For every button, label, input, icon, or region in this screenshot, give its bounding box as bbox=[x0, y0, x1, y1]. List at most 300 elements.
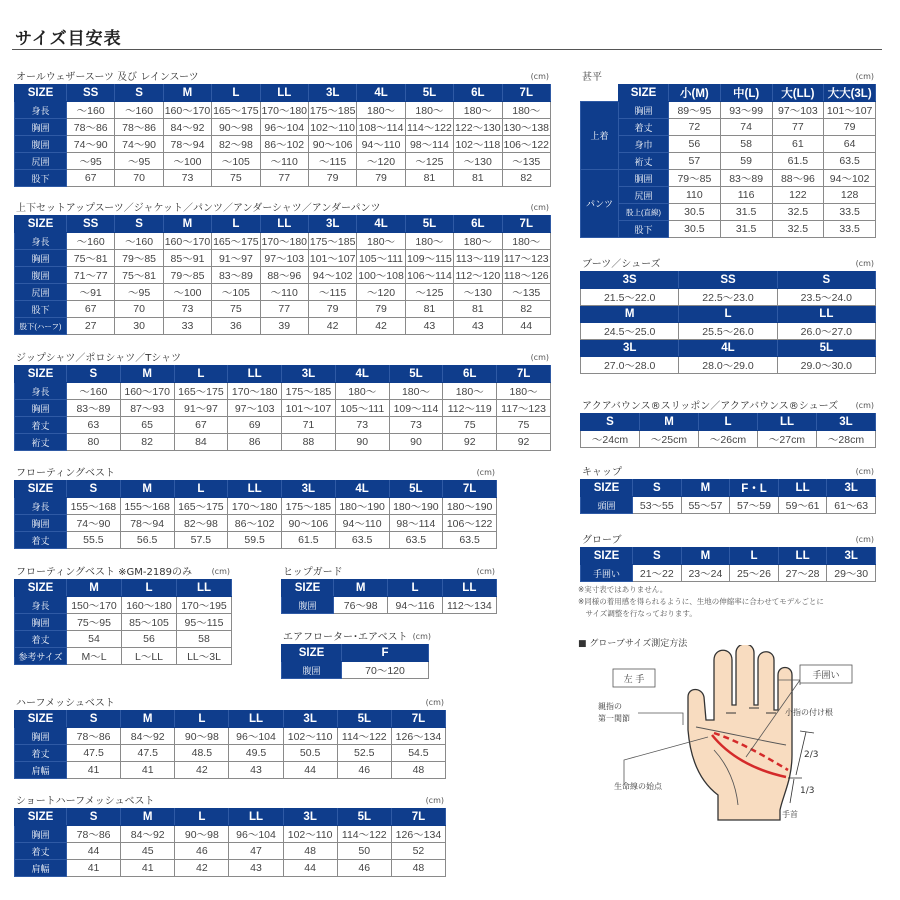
table-cell: LL～3L bbox=[177, 648, 232, 665]
size-column-header: S bbox=[67, 711, 121, 728]
row-label: 股上(直線) bbox=[619, 204, 669, 221]
table-cell: 79 bbox=[308, 301, 356, 318]
size-column-header: LL bbox=[758, 414, 817, 431]
table-cell: 165～175 bbox=[212, 233, 260, 250]
table-cell: 77 bbox=[260, 170, 308, 187]
table-cell: 114～122 bbox=[405, 119, 453, 136]
table-cell: 59.5 bbox=[228, 532, 282, 549]
size-column-header: L bbox=[174, 366, 228, 383]
table-cell: 23～24 bbox=[681, 565, 730, 582]
table-cell: 180～ bbox=[443, 383, 497, 400]
size-column-header: 7L bbox=[443, 481, 497, 498]
table-cell: 90～106 bbox=[282, 515, 336, 532]
section-title: アクアバウンス®スリッポン／アクアバウンス®シューズ bbox=[582, 401, 839, 412]
table-cell: 90～98 bbox=[175, 728, 229, 745]
section-title: キャップ bbox=[582, 467, 622, 478]
table-cell: 82～98 bbox=[174, 515, 228, 532]
table-cell: 25～26 bbox=[730, 565, 779, 582]
table-cell: 33.5 bbox=[824, 221, 876, 238]
row-label: 着丈 bbox=[15, 417, 67, 434]
table-row bbox=[15, 284, 551, 301]
header-row bbox=[581, 414, 876, 431]
page-title: サイズ目安表 bbox=[15, 29, 122, 49]
size-column-header: S bbox=[633, 480, 682, 497]
table-row bbox=[15, 400, 551, 417]
table-cell: 57 bbox=[669, 153, 721, 170]
size-column-header: L bbox=[699, 414, 758, 431]
unit-label: (cm) bbox=[855, 535, 874, 544]
table-cell: 48 bbox=[391, 762, 445, 779]
table-cell: 69 bbox=[228, 417, 282, 434]
table-cell: 43 bbox=[454, 318, 502, 335]
table-cell: 112～134 bbox=[442, 597, 496, 614]
table-cell: ～135 bbox=[502, 284, 550, 301]
table-cell: 175～185 bbox=[282, 383, 336, 400]
table-cell: 70 bbox=[115, 170, 163, 187]
size-column-header: 5L bbox=[777, 340, 875, 357]
size-column-header: 5L bbox=[389, 366, 443, 383]
table-cell: 102～118 bbox=[454, 136, 502, 153]
table-cell: 126～134 bbox=[391, 728, 445, 745]
table-cell: ～115 bbox=[308, 284, 356, 301]
table-row bbox=[581, 170, 876, 187]
table-cell: 42 bbox=[175, 860, 229, 877]
table-cell: 81 bbox=[405, 170, 453, 187]
size-column-header: L bbox=[388, 580, 442, 597]
table-cell: 26.0～27.0 bbox=[777, 323, 875, 340]
row-label: 参考サイズ bbox=[15, 648, 67, 665]
table-cell: 165～175 bbox=[174, 498, 228, 515]
table-row bbox=[581, 289, 876, 306]
table-cell: 75 bbox=[212, 301, 260, 318]
table-cell: 43 bbox=[229, 762, 283, 779]
table-cell: ～95 bbox=[67, 153, 115, 170]
table-cell: 28.0～29.0 bbox=[679, 357, 777, 374]
size-column-header: 7L bbox=[502, 216, 550, 233]
unit-label: (cm) bbox=[425, 698, 444, 707]
size-header-cell: SIZE bbox=[282, 580, 334, 597]
table-cell: 97～103 bbox=[228, 400, 282, 417]
size-column-header: 3L bbox=[308, 85, 356, 102]
section-title: ヒップガード bbox=[283, 567, 343, 578]
row-label: 胴囲 bbox=[619, 170, 669, 187]
table-cell: 110 bbox=[669, 187, 721, 204]
table-cell: 48 bbox=[391, 860, 445, 877]
header-row bbox=[15, 809, 446, 826]
glove-section bbox=[580, 531, 876, 582]
table-cell: ～95 bbox=[115, 284, 163, 301]
row-label: 着丈 bbox=[15, 631, 67, 648]
table-cell: 31.5 bbox=[720, 204, 772, 221]
table-row bbox=[15, 843, 446, 860]
table-cell: 160～180 bbox=[122, 597, 177, 614]
table-cell: 72 bbox=[669, 119, 721, 136]
table-cell: 45 bbox=[121, 843, 175, 860]
hand-circ-label: 手囲い bbox=[812, 671, 840, 681]
table-row bbox=[15, 318, 551, 335]
table-cell: 109～115 bbox=[405, 250, 453, 267]
table-cell: 91～97 bbox=[212, 250, 260, 267]
unit-label: (cm) bbox=[855, 72, 874, 81]
size-column-header: SS bbox=[67, 85, 115, 102]
table-cell: ～160 bbox=[115, 102, 163, 119]
table-cell: 180～ bbox=[405, 233, 453, 250]
table-cell: ～28cm bbox=[817, 431, 876, 448]
size-column-header: 5L bbox=[405, 85, 453, 102]
zip-shirts-section bbox=[14, 349, 551, 451]
table-cell: 92 bbox=[443, 434, 497, 451]
cap-table bbox=[580, 479, 876, 514]
glove-notes bbox=[578, 584, 824, 620]
table-cell: 46 bbox=[337, 762, 391, 779]
unit-label: (cm) bbox=[855, 401, 874, 410]
table-cell: 75～95 bbox=[67, 614, 122, 631]
boots-section bbox=[580, 255, 876, 374]
table-cell: 55～57 bbox=[681, 497, 730, 514]
table-cell: 63.5 bbox=[443, 532, 497, 549]
table-cell: 82 bbox=[502, 301, 550, 318]
size-column-header: L bbox=[175, 711, 229, 728]
table-cell: ～110 bbox=[260, 284, 308, 301]
table-cell: ～120 bbox=[357, 284, 405, 301]
header-row bbox=[282, 645, 429, 662]
row-label: 胸囲 bbox=[15, 250, 67, 267]
table-cell: 71～77 bbox=[67, 267, 115, 284]
lifeline-start-label: 生命線の始点 bbox=[614, 782, 662, 791]
table-row bbox=[581, 497, 876, 514]
row-label: 胸囲 bbox=[15, 826, 67, 843]
row-label: 尻囲 bbox=[619, 187, 669, 204]
one-third-label: 1/3 bbox=[800, 786, 815, 796]
glove-table bbox=[580, 547, 876, 582]
table-cell: 180～ bbox=[357, 233, 405, 250]
table-row bbox=[581, 357, 876, 374]
table-cell: 94～102 bbox=[308, 267, 356, 284]
size-column-header: F bbox=[342, 645, 429, 662]
table-cell: 74～90 bbox=[67, 515, 121, 532]
table-row bbox=[15, 102, 551, 119]
table-cell: 94～102 bbox=[824, 170, 876, 187]
table-cell: 170～180 bbox=[260, 102, 308, 119]
table-cell: 30.5 bbox=[669, 204, 721, 221]
table-cell: 84～92 bbox=[163, 119, 211, 136]
table-row bbox=[581, 204, 876, 221]
table-cell: 91～97 bbox=[174, 400, 228, 417]
table-cell: 155～168 bbox=[67, 498, 121, 515]
row-label: 腹囲 bbox=[15, 136, 67, 153]
setup-table bbox=[14, 215, 551, 335]
table-cell: 86～102 bbox=[260, 136, 308, 153]
table-cell: 175～185 bbox=[282, 498, 336, 515]
unit-label: (cm) bbox=[211, 567, 230, 576]
table-cell: 113～119 bbox=[454, 250, 502, 267]
size-column-header: L bbox=[212, 85, 260, 102]
table-cell: 130～138 bbox=[502, 119, 550, 136]
table-cell: 64 bbox=[824, 136, 876, 153]
size-column-header: 6L bbox=[443, 366, 497, 383]
table-row bbox=[15, 136, 551, 153]
table-cell: 90 bbox=[335, 434, 389, 451]
table-cell: 41 bbox=[121, 860, 175, 877]
table-cell: 67 bbox=[174, 417, 228, 434]
table-cell: 46 bbox=[337, 860, 391, 877]
table-cell: 102～110 bbox=[283, 826, 337, 843]
table-cell: 43 bbox=[229, 860, 283, 877]
table-cell: 88～96 bbox=[260, 267, 308, 284]
unit-label: (cm) bbox=[530, 353, 549, 362]
table-cell: 78～94 bbox=[120, 515, 174, 532]
table-cell: 30 bbox=[115, 318, 163, 335]
short-half-mesh-section bbox=[14, 792, 446, 877]
size-column-header: LL bbox=[228, 481, 282, 498]
section-title: ショートハーフメッシュベスト bbox=[16, 796, 155, 807]
table-cell: 105～111 bbox=[357, 250, 405, 267]
table-cell: 29～30 bbox=[827, 565, 876, 582]
table-cell: 97～103 bbox=[260, 250, 308, 267]
size-column-header: F・L bbox=[730, 480, 779, 497]
table-cell: ～110 bbox=[260, 153, 308, 170]
table-cell: 33.5 bbox=[824, 204, 876, 221]
table-cell: L～LL bbox=[122, 648, 177, 665]
table-row bbox=[15, 153, 551, 170]
table-cell: 77 bbox=[772, 119, 824, 136]
row-label: 頭囲 bbox=[581, 497, 633, 514]
table-cell: 21.5～22.0 bbox=[581, 289, 679, 306]
table-cell: 41 bbox=[121, 762, 175, 779]
table-cell: 63.5 bbox=[389, 532, 443, 549]
table-row bbox=[15, 498, 497, 515]
header-row bbox=[15, 216, 551, 233]
size-column-header: S bbox=[115, 85, 163, 102]
size-column-header: LL bbox=[260, 216, 308, 233]
size-column-header: 3L bbox=[282, 366, 336, 383]
size-column-header: L bbox=[174, 481, 228, 498]
table-cell: 85～105 bbox=[122, 614, 177, 631]
size-column-header: 4L bbox=[335, 481, 389, 498]
table-cell: 100～108 bbox=[357, 267, 405, 284]
air-floater-table bbox=[281, 644, 429, 679]
table-cell: 27 bbox=[67, 318, 115, 335]
table-row bbox=[282, 662, 429, 679]
size-column-header: LL bbox=[229, 711, 283, 728]
section-title: フローティングベスト bbox=[16, 468, 115, 479]
unit-label: (cm) bbox=[530, 203, 549, 212]
table-cell: 81 bbox=[454, 301, 502, 318]
table-cell: ～160 bbox=[67, 383, 121, 400]
table-cell: 36 bbox=[212, 318, 260, 335]
wrist-label: 手首 bbox=[782, 810, 798, 819]
section-title: ブーツ／シューズ bbox=[582, 259, 661, 270]
table-cell: 112～119 bbox=[443, 400, 497, 417]
header-row bbox=[581, 548, 876, 565]
size-column-header: M bbox=[163, 85, 211, 102]
size-column-header: 3L bbox=[283, 809, 337, 826]
table-cell: 79～85 bbox=[163, 267, 211, 284]
table-cell: 106～114 bbox=[405, 267, 453, 284]
table-row bbox=[15, 648, 232, 665]
table-cell: 105～111 bbox=[335, 400, 389, 417]
size-column-header: 5L bbox=[405, 216, 453, 233]
table-cell: 71 bbox=[282, 417, 336, 434]
size-column-header: M bbox=[120, 366, 174, 383]
table-cell: ～105 bbox=[212, 284, 260, 301]
table-cell: 78～86 bbox=[67, 826, 121, 843]
table-row bbox=[15, 515, 497, 532]
size-column-header: 7L bbox=[502, 85, 550, 102]
size-header-cell: SIZE bbox=[15, 809, 67, 826]
row-label: 股下(ハーフ) bbox=[15, 318, 67, 335]
table-cell: 87～93 bbox=[120, 400, 174, 417]
table-cell: 31.5 bbox=[720, 221, 772, 238]
size-column-header: 中(L) bbox=[720, 85, 772, 102]
size-column-header: 7L bbox=[391, 809, 445, 826]
table-cell: 96～104 bbox=[229, 826, 283, 843]
table-cell: ～24cm bbox=[581, 431, 640, 448]
table-cell: 52.5 bbox=[337, 745, 391, 762]
row-label: 股下 bbox=[619, 221, 669, 238]
table-cell: 180～ bbox=[497, 383, 551, 400]
row-label: 身長 bbox=[15, 102, 67, 119]
table-cell: 86 bbox=[228, 434, 282, 451]
table-cell: 74～90 bbox=[67, 136, 115, 153]
table-row bbox=[15, 826, 446, 843]
half-mesh-section bbox=[14, 694, 446, 779]
table-cell: 47.5 bbox=[121, 745, 175, 762]
table-cell: 180～ bbox=[502, 233, 550, 250]
row-label: 身長 bbox=[15, 498, 67, 515]
hip-guard-section bbox=[281, 563, 497, 614]
header-row bbox=[282, 580, 497, 597]
table-cell: 59 bbox=[720, 153, 772, 170]
row-label: 股下 bbox=[15, 301, 67, 318]
table-cell: 88～96 bbox=[772, 170, 824, 187]
size-header-cell: SIZE bbox=[581, 548, 633, 565]
table-cell: 82 bbox=[120, 434, 174, 451]
table-cell: 180～ bbox=[502, 102, 550, 119]
table-cell: 94～110 bbox=[357, 136, 405, 153]
row-label: 着丈 bbox=[619, 119, 669, 136]
row-label: 胸囲 bbox=[15, 728, 67, 745]
table-cell: 109～114 bbox=[389, 400, 443, 417]
table-cell: 101～107 bbox=[824, 102, 876, 119]
thumb-joint-label-2: 第一関節 bbox=[598, 714, 630, 723]
table-cell: 106～122 bbox=[502, 136, 550, 153]
size-header-cell: SIZE bbox=[15, 711, 67, 728]
size-column-header: 3L bbox=[308, 216, 356, 233]
row-label: 身長 bbox=[15, 233, 67, 250]
table-cell: 84～92 bbox=[121, 728, 175, 745]
table-cell: 70 bbox=[115, 301, 163, 318]
short-half-mesh-table bbox=[14, 808, 446, 877]
table-cell: ～25cm bbox=[640, 431, 699, 448]
table-cell: 122 bbox=[772, 187, 824, 204]
size-column-header: LL bbox=[778, 480, 827, 497]
table-cell: 27～28 bbox=[778, 565, 827, 582]
table-cell: 75 bbox=[212, 170, 260, 187]
table-cell: 75～81 bbox=[67, 250, 115, 267]
jinbei-table bbox=[580, 84, 876, 238]
size-column-header: S bbox=[777, 272, 875, 289]
table-cell: ～130 bbox=[454, 153, 502, 170]
size-column-header: 7L bbox=[391, 711, 445, 728]
table-cell: 78～86 bbox=[67, 119, 115, 136]
zip-shirts-table bbox=[14, 365, 551, 451]
table-cell: 82 bbox=[502, 170, 550, 187]
table-cell: ～26cm bbox=[699, 431, 758, 448]
table-cell: 83～89 bbox=[720, 170, 772, 187]
glove-measure-title: ■ グローブサイズ測定方法 bbox=[578, 639, 688, 649]
size-header-cell: SIZE bbox=[581, 480, 633, 497]
glove-measure-diagram bbox=[578, 645, 878, 839]
unit-label: (cm) bbox=[530, 72, 549, 81]
size-column-header: M bbox=[681, 548, 730, 565]
size-column-header: L bbox=[212, 216, 260, 233]
header-row bbox=[15, 580, 232, 597]
table-cell: 102～110 bbox=[283, 728, 337, 745]
size-column-header: LL bbox=[177, 580, 232, 597]
table-row bbox=[15, 614, 232, 631]
table-cell: 102～110 bbox=[308, 119, 356, 136]
table-row bbox=[15, 745, 446, 762]
table-cell: 97～103 bbox=[772, 102, 824, 119]
table-cell: ～125 bbox=[405, 153, 453, 170]
size-header-cell: SIZE bbox=[15, 85, 67, 102]
table-cell: 32.5 bbox=[772, 221, 824, 238]
table-cell: ～27cm bbox=[758, 431, 817, 448]
table-cell: 73 bbox=[163, 170, 211, 187]
row-label: 裄丈 bbox=[619, 153, 669, 170]
table-cell: 106～122 bbox=[443, 515, 497, 532]
table-cell: 67 bbox=[67, 301, 115, 318]
unit-label: (cm) bbox=[425, 796, 444, 805]
table-row bbox=[581, 431, 876, 448]
little-finger-base-label: 小指の付け根 bbox=[785, 708, 833, 717]
size-column-header: 4L bbox=[357, 85, 405, 102]
table-row bbox=[15, 434, 551, 451]
table-cell: 59～61 bbox=[778, 497, 827, 514]
table-cell: 52 bbox=[391, 843, 445, 860]
table-cell: 58 bbox=[720, 136, 772, 153]
size-column-header: 大(LL) bbox=[772, 85, 824, 102]
floating-vest-section bbox=[14, 464, 497, 549]
table-cell: 63.5 bbox=[824, 153, 876, 170]
thumb-joint-label: 親指の bbox=[598, 702, 622, 711]
table-cell: 77 bbox=[260, 301, 308, 318]
aqua-bounce-section bbox=[580, 397, 876, 448]
table-cell: 81 bbox=[454, 170, 502, 187]
table-row bbox=[15, 762, 446, 779]
table-cell: 44 bbox=[67, 843, 121, 860]
table-cell: 73 bbox=[163, 301, 211, 318]
left-hand-label: 左 手 bbox=[623, 675, 645, 685]
size-header-cell: SIZE bbox=[619, 85, 669, 102]
row-label: 胸囲 bbox=[15, 614, 67, 631]
table-row bbox=[581, 187, 876, 204]
size-column-header: L bbox=[122, 580, 177, 597]
table-cell: 47 bbox=[229, 843, 283, 860]
row-label: 胸囲 bbox=[619, 102, 669, 119]
unit-label: (cm) bbox=[476, 468, 495, 477]
table-cell: 180～ bbox=[357, 102, 405, 119]
all-weather-table bbox=[14, 84, 551, 187]
size-column-header: M bbox=[67, 580, 122, 597]
table-cell: 48.5 bbox=[175, 745, 229, 762]
table-cell: 128 bbox=[824, 187, 876, 204]
size-column-header: 3L bbox=[827, 548, 876, 565]
table-cell: 88 bbox=[282, 434, 336, 451]
table-cell: 108～114 bbox=[357, 119, 405, 136]
table-cell: 48 bbox=[283, 843, 337, 860]
